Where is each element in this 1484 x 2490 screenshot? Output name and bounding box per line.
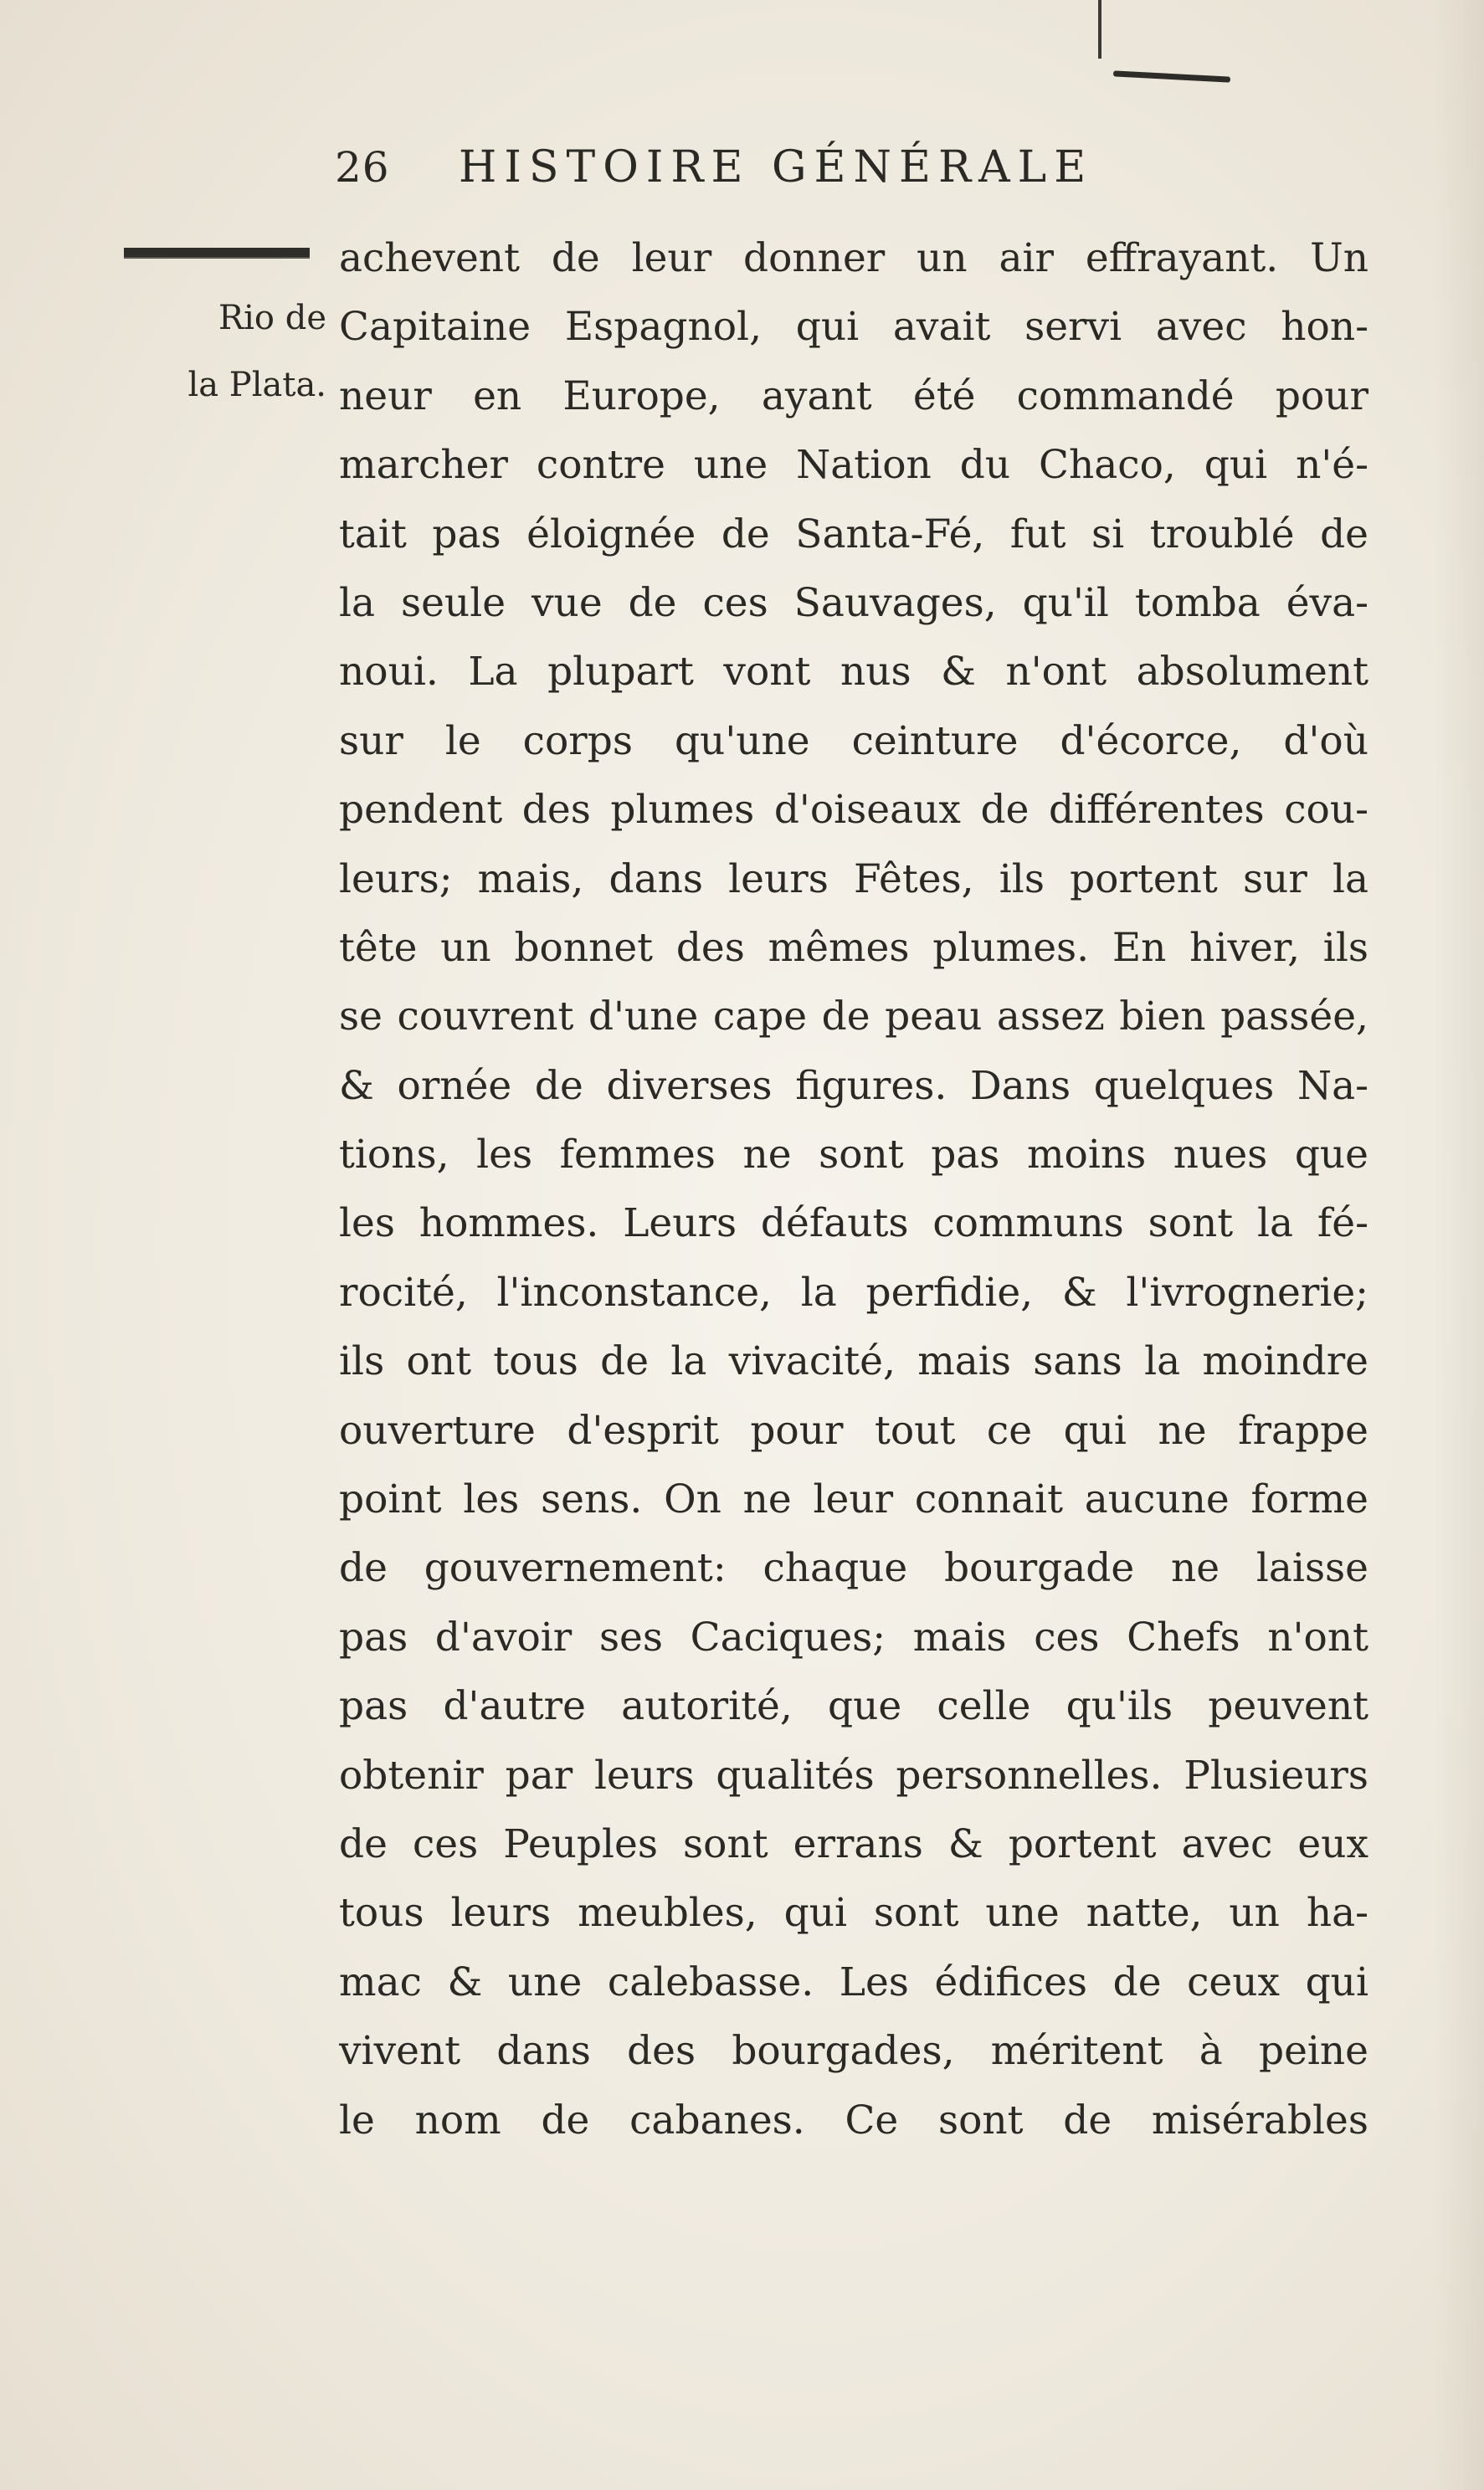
text-line: obtenir par leurs qualités personnelles. Plusieurs	[339, 1752, 1368, 1799]
pencil-mark-horizontal	[1113, 70, 1230, 82]
text-line: ils ont tous de la vivacité, mais sans la moindre	[339, 1338, 1368, 1385]
margin-note-line: Rio de	[218, 299, 326, 337]
body-text	[339, 224, 1368, 2155]
text-line: mac & une calebasse. Les édifices de ceux qui	[339, 1959, 1368, 2005]
running-title: HISTOIRE GÉNÉRALE	[459, 142, 1094, 193]
marginal-rule	[124, 248, 310, 259]
text-line: tions, les femmes ne sont pas moins nues que	[339, 1132, 1368, 1178]
text-line: tête un bonnet des mêmes plumes. En hiver, ils	[339, 924, 1368, 971]
text-line: se couvrent d'une cape de peau assez bien passée,	[339, 993, 1368, 1040]
text-line: pas d'avoir ses Caciques; mais ces Chefs n'ont	[339, 1614, 1368, 1661]
text-line: & ornée de diverses figures. Dans quelques Na-	[339, 1062, 1368, 1109]
text-line: Capitaine Espagnol, qui avait servi avec hon-	[339, 304, 1368, 351]
text-line: point les sens. On ne leur connait aucune forme	[339, 1476, 1368, 1523]
text-line: de gouvernement: chaque bourgade ne laisse	[339, 1545, 1368, 1592]
text-line: le nom de cabanes. Ce sont de misérables	[339, 2097, 1368, 2143]
binding-shadow	[1434, 0, 1484, 2490]
text-line: vivent dans des bourgades, méritent à peine	[339, 2028, 1368, 2075]
margin-note-line: la Plata.	[187, 366, 326, 404]
text-line: les hommes. Leurs défauts communs sont la fé-	[339, 1200, 1368, 1247]
pencil-mark-vertical	[1098, 0, 1101, 59]
text-line: achevent de leur donner un air effrayant. Un	[339, 235, 1368, 281]
text-line: pendent des plumes d'oiseaux de différentes cou-	[339, 787, 1368, 834]
text-line: rocité, l'inconstance, la perfidie, & l'ivrognerie;	[339, 1269, 1368, 1316]
text-line: pas d'autre autorité, que celle qu'ils peuvent	[339, 1683, 1368, 1730]
text-line: tous leurs meubles, qui sont une natte, un ha-	[339, 1890, 1368, 1937]
text-line: leurs; mais, dans leurs Fêtes, ils portent sur la	[339, 855, 1368, 902]
page-number: 26	[335, 143, 390, 192]
margin-note	[126, 285, 326, 418]
text-line: tait pas éloignée de Santa-Fé, fut si troublé de	[339, 511, 1368, 557]
text-line: marcher contre une Nation du Chaco, qui n'é-	[339, 442, 1368, 489]
text-line: sur le corps qu'une ceinture d'écorce, d'où	[339, 717, 1368, 764]
text-line: ouverture d'esprit pour tout ce qui ne frappe	[339, 1407, 1368, 1454]
text-line: la seule vue de ces Sauvages, qu'il tomba éva-	[339, 579, 1368, 626]
text-line: de ces Peuples sont errans & portent avec eux	[339, 1820, 1368, 1867]
text-line: neur en Europe, ayant été commandé pour	[339, 372, 1368, 419]
running-head	[335, 142, 1255, 201]
text-line: noui. La plupart vont nus & n'ont absolument	[339, 649, 1368, 696]
